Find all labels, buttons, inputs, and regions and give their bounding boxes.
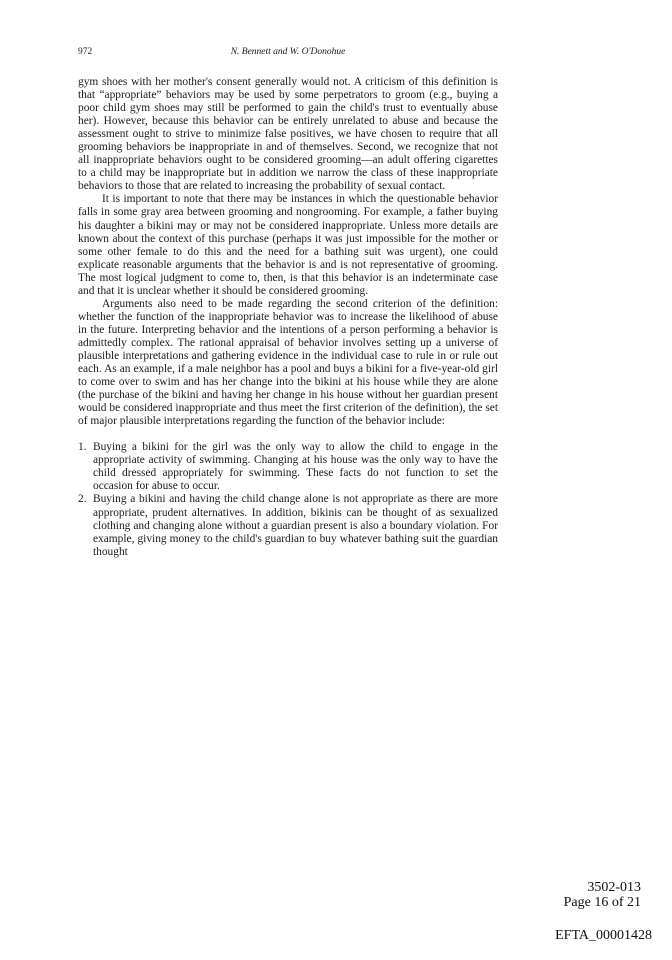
running-head xyxy=(78,47,498,61)
running-title: N. Bennett and W. O'Donohue xyxy=(230,47,346,57)
list-item xyxy=(78,493,498,558)
page-number: 972 xyxy=(78,47,93,57)
bates-number: EFTA_00001428 xyxy=(555,928,652,943)
stamp-doc-id: 3502-013 xyxy=(587,880,641,895)
interpretation-list xyxy=(78,441,498,558)
stamp-page-label: Page 16 of 21 xyxy=(563,895,641,910)
body-text xyxy=(78,76,498,559)
list-item-number: 2. xyxy=(78,493,87,506)
list-item-text: Buying a bikini and having the child change alone is not appropriate as there are more appropriate, prudent alternatives. In addition, bikinis can be thought of as sexualized clothing and changing alone without a guardian present is also a boundary violation. For example, giving money to the child's guardian to buy whatever bathing suit the guardian thought xyxy=(93,493,498,558)
paragraph: It is important to note that there may be instances in which the questionable behavior falls in some gray area between grooming and nongrooming. For example, a father buying his daughter a bikini may or may not be considered inappropriate. Unless more details are known about the context of this purchase (perhaps it was just impossible for the mother or some other female to do this and the need for a bathing suit was urgent), one could explicate reasonable arguments that the behavior is and is not representative of grooming. The most logical judgment to come to, then, is that this behavior is an indeterminate case and that it is unclear whether it should be considered grooming. xyxy=(78,193,498,297)
paragraph: Arguments also need to be made regarding the second criterion of the definition: whether the function of the inappropriate behavior was to increase the likelihood of abuse in the future. Interpreting behavior and the intentions of a person performing a behavior is admittedly complex. The rational appraisal of behavior involves setting up a universe of plausible interpretations and gathering evidence in the individual case to rule in or rule out each. As an example, if a male neighbor has a pool and buys a bikini for a five-year-old girl to come over to swim and has her change into the bikini at his house while they are alone (the purchase of the bikini and having her change in his house without her guardian present would be considered inappropriate and thus meet the first criterion of the definition), the set of major plausible interpretations regarding the function of the behavior include: xyxy=(78,297,498,428)
list-item-text: Buying a bikini for the girl was the only way to allow the child to engage in the appropriate activity of swimming. Changing at his house was the only way to have the child dressed appropriately for swimming. These facts do not function to set the occasion for abuse to occur. xyxy=(93,441,498,493)
list-item xyxy=(78,441,498,493)
exhibit-stamp xyxy=(564,880,641,910)
list-item-number: 1. xyxy=(78,441,87,454)
paragraph: gym shoes with her mother's consent generally would not. A criticism of this definition is that “appropriate” behaviors may be used by some perpetrators to groom (e.g., buying a poor child gym shoes may still be performed to gain the child's trust to eventually abuse her). However, because this behavior can be entirely unrelated to abuse and because the assessment ought to strive to minimize false positives, we have chosen to require that all grooming behaviors be inappropriate in and of themselves. Second, we recognize that not all inappropriate behaviors ought to be considered grooming—an adult offering cigarettes to a child may be inappropriate but in addition we narrow the class of these inappropriate behaviors to those that are related to increasing the probability of sexual contact. xyxy=(78,76,498,193)
